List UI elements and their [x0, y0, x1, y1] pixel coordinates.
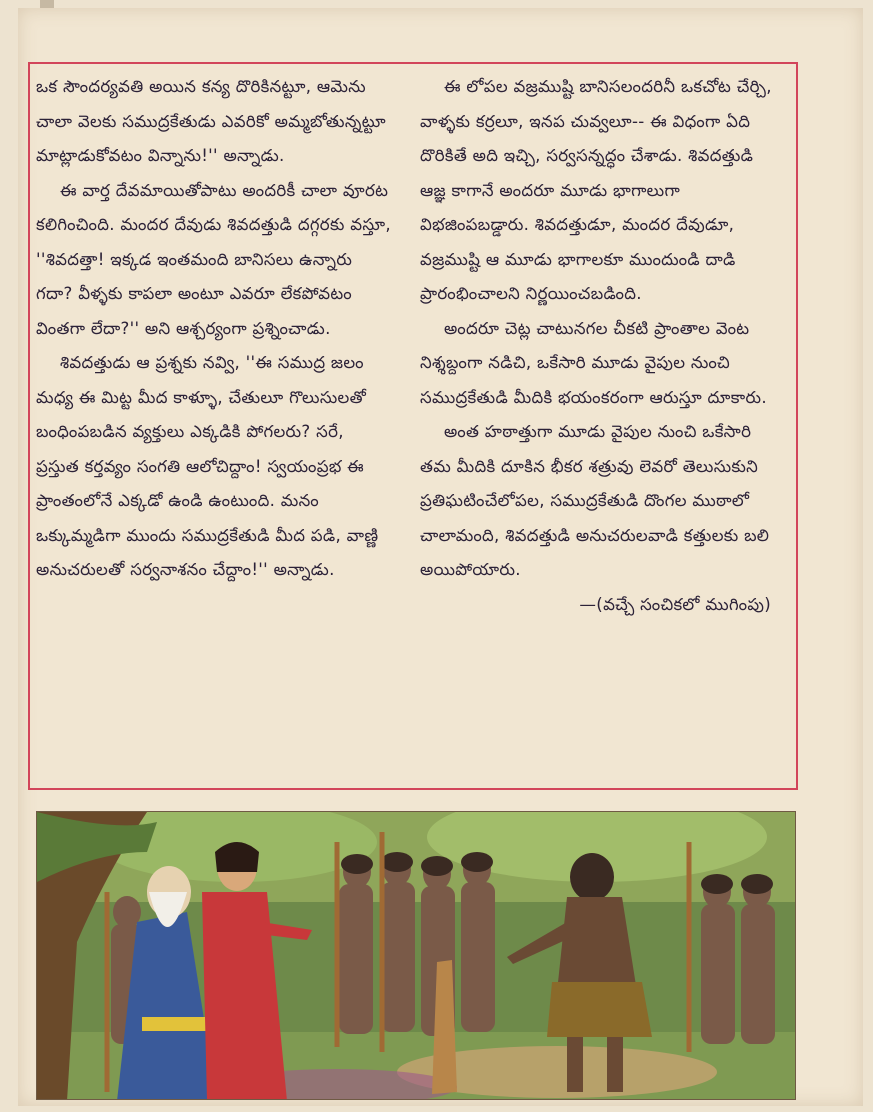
illustration-drawing — [37, 812, 796, 1100]
right-column — [420, 70, 775, 622]
paragraph: శివదత్తుడు ఆ ప్రశ్నకు నవ్వి, ''ఈ సముద్ర జలం మధ్య ఈ మిట్ట మీద కాళ్ళూ, చేతులూ గొలుసులతో బంధింపబడిన వ్యక్తులు ఎక్కడికి పోగలరు? సరే, ప్రస్తుత కర్తవ్యం సంగతి ఆలోచిద్దాం! స్వయంప్రభ ఈ ప్రాంతంలోనే ఎక్కడో ఉండి ఉంటుంది. మనం ఒక్కుమ్మడిగా ముందు సముద్రకేతుడి మీద పడి, వాణ్ణి అనుచరులతో సర్వనాశనం చేద్దాం!'' అన్నాడు. — [36, 353, 379, 579]
paragraph: ఒక సౌందర్యవతి అయిన కన్య దొరికినట్టూ, ఆమెను చాలా వెలకు సముద్రకేతుడు ఎవరికో అమ్మబోతున్నట్టూ మాట్లాడుకోవటం విన్నాను!'' అన్నాడు. — [36, 77, 386, 165]
paragraph: ఈ లోపల వజ్రముష్టి బానిసలందరినీ ఒకచోట చేర్చి, వాళ్ళకు కర్రలూ, ఇనప చువ్వలూ-- ఈ విధంగా ఏది దొరికితే అది ఇచ్చి, సర్వసన్నద్ధం చేశాడు. శివదత్తుడి ఆజ్ఞ కాగానే అందరూ మూడు భాగాలుగా విభజింపబడ్డారు. శివదత్తుడూ, మందర దేవుడూ, వజ్రముష్టి ఆ మూడు భాగాలకూ ముందుండి దాడి ప్రారంభించాలని నిర్ణయించబడింది. — [420, 77, 772, 303]
left-column — [36, 70, 391, 588]
page-mark — [40, 0, 54, 8]
paragraph: ఈ వార్త దేవమాయితోపాటు అందరికీ చాలా వూరట కలిగించింది. మందర దేవుడు శివదత్తుడి దగ్గరకు వస్తూ, ''శివదత్తా! ఇక్కడ ఇంతమంది బానిసలు ఉన్నారు గదా? వీళ్ళకు కాపలా అంటూ ఎవరూ లేకపోవటం వింతగా లేదా?'' అని ఆశ్చర్యంగా ప్రశ్నించాడు. — [36, 180, 391, 338]
paragraph: అంత హఠాత్తుగా మూడు వైపుల నుంచి ఒకేసారి తమ మీదికి దూకిన భీకర శత్రువు లెవరో తెలుసుకుని ప్రతిఘటించేలోపల, సముద్రకేతుడి దొంగల ముఠాలో చాలామంది, శివదత్తుడి అనుచరులవాడి కత్తులకు బలి అయిపోయారు. — [420, 422, 770, 579]
story-illustration — [36, 811, 796, 1100]
paragraph: అందరూ చెట్ల చాటునగల చీకటి ప్రాంతాల వెంట నిశ్శబ్దంగా నడిచి, ఒకేసారి మూడు వైపుల నుంచి సముద్రకేతుడి మీదికి భయంకరంగా ఆరుస్తూ దూకారు. — [420, 318, 767, 407]
continued-note: —(వచ్చే సంచికలో ముగింపు) — [579, 594, 771, 614]
